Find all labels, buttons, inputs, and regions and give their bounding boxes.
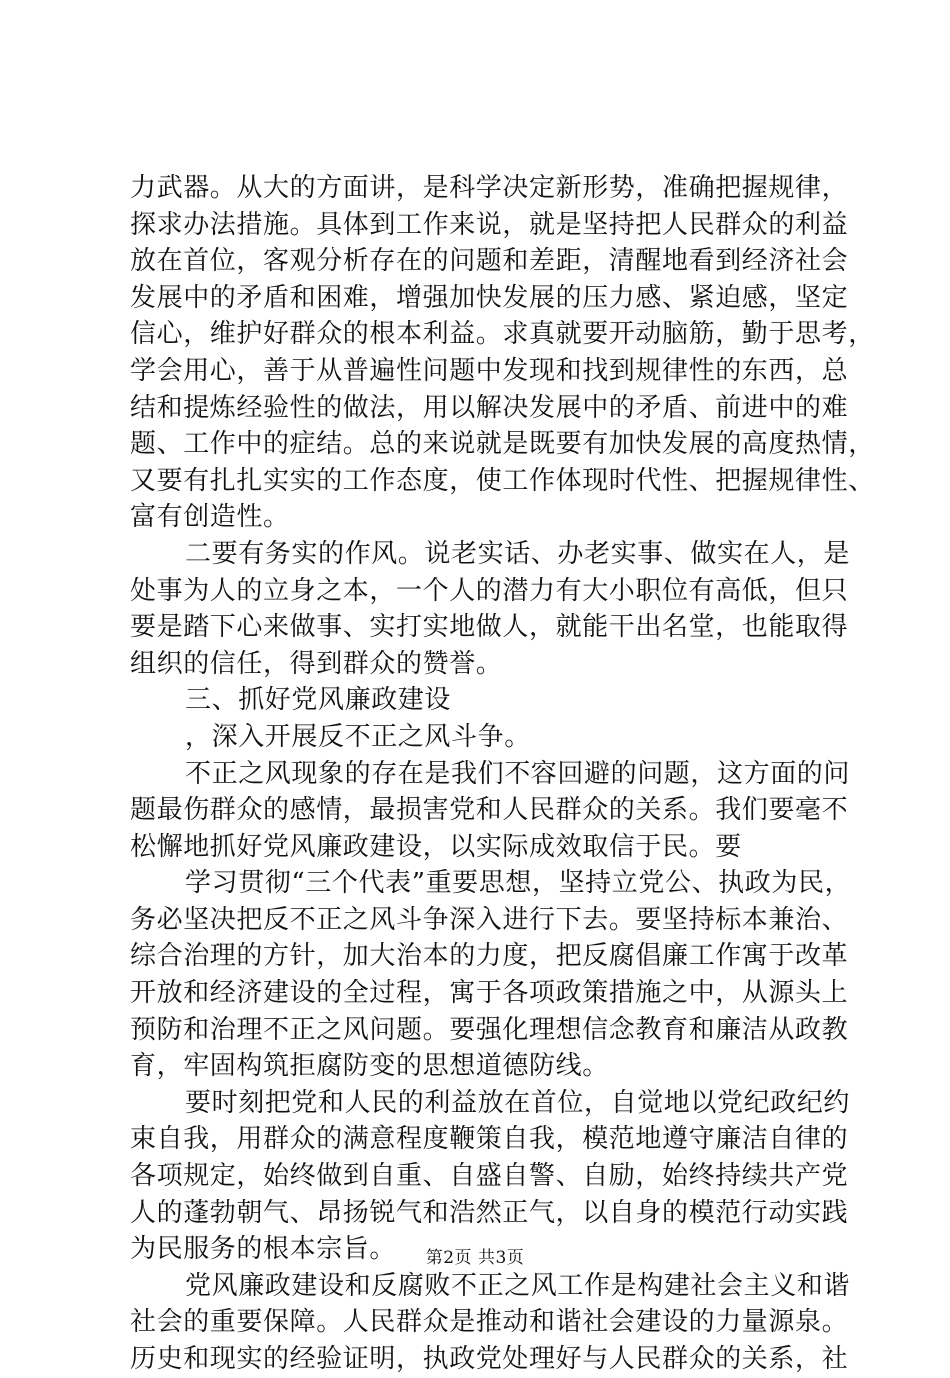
text-line: 富有创造性。 <box>130 502 290 533</box>
text-line: 预防和治理不正之风问题。要强化理想信念教育和廉洁从政教 <box>130 1014 849 1045</box>
text-line: 要是踏下心来做事、实打实地做人，就能干出名堂，也能取得 <box>130 612 849 643</box>
paragraph-start-line: 要时刻把党和人民的利益放在首位，自觉地以党纪政纪约 <box>185 1087 851 1118</box>
text-line: 结和提炼经验性的做法，用以解决发展中的矛盾、前进中的难 <box>130 392 849 423</box>
paragraph-start-line: 不正之风现象的存在是我们不容回避的问题，这方面的问 <box>185 758 851 789</box>
text-line: 历史和现实的经验证明，执政党处理好与人民群众的关系，社 <box>130 1344 849 1374</box>
text-line: 探求办法措施。具体到工作来说，就是坚持把人民群众的利益 <box>130 209 849 240</box>
text-line: 题最伤群众的感情，最损害党和人民群众的关系。我们要毫不 <box>130 795 849 826</box>
text-line: 力武器。从大的方面讲，是科学决定新形势，准确把握规律， <box>130 173 849 203</box>
text-line: 处事为人的立身之本，一个人的潜力有大小职位有高低，但只 <box>130 575 849 606</box>
text-line: 人的蓬勃朝气、昂扬锐气和浩然正气，以自身的模范行动实践 <box>130 1197 849 1228</box>
text-line: 为民服务的根本宗旨。 <box>130 1234 397 1265</box>
text-line: 育，牢固构筑拒腐防变的思想道德防线。 <box>130 1051 609 1082</box>
section-heading: 三、抓好党风廉政建设 <box>185 685 452 716</box>
text-line: 题、工作中的症结。总的来说就是既要有加快发展的高度热情， <box>130 429 875 460</box>
text-line: 各项规定，始终做到自重、自盛自警、自励，始终持续共产党 <box>130 1161 849 1192</box>
text-line: 务必坚决把反不正之风斗争深入进行下去。要坚持标本兼治、 <box>130 904 849 935</box>
text-line: 组织的信任，得到群众的赞誉。 <box>130 648 503 679</box>
text-line: 又要有扎扎实实的工作态度，使工作体现时代性、把握规律性、 <box>130 465 875 496</box>
paragraph-start-line: 学习贯彻“三个代表”重要思想，坚持立党公、执政为民， <box>185 868 852 899</box>
section-heading-continuation: ，深入开展反不正之风斗争。 <box>185 721 531 752</box>
page-footer: 第2页 共3页 <box>425 1248 525 1268</box>
text-line: 信心，维护好群众的根本利益。求真就要开动脑筋，勤于思考， <box>130 319 875 350</box>
document-body <box>130 170 875 1378</box>
text-line: 社会的重要保障。人民群众是推动和谐社会建设的力量源泉。 <box>130 1307 849 1338</box>
paragraph-start-line: 党风廉政建设和反腐败不正之风工作是构建社会主义和谐 <box>185 1270 851 1301</box>
text-line: 放在首位，客观分析存在的问题和差距，清醒地看到经济社会 <box>130 246 849 277</box>
text-line: 发展中的矛盾和困难，增强加快发展的压力感、紧迫感，坚定 <box>130 282 849 313</box>
paragraph-start-line: 二要有务实的作风。说老实话、办老实事、做实在人，是 <box>185 538 851 569</box>
text-line: 开放和经济建设的全过程，寓于各项政策措施之中，从源头上 <box>130 978 849 1009</box>
text-line: 束自我，用群众的满意程度鞭策自我，模范地遵守廉洁自律的 <box>130 1124 849 1155</box>
text-line: 松懈地抓好党风廉政建设，以实际成效取信于民。要 <box>130 831 742 862</box>
text-line: 学会用心，善于从普遍性问题中发现和找到规律性的东西，总 <box>130 355 849 386</box>
text-line: 综合治理的方针，加大治本的力度，把反腐倡廉工作寓于改革 <box>130 941 849 972</box>
